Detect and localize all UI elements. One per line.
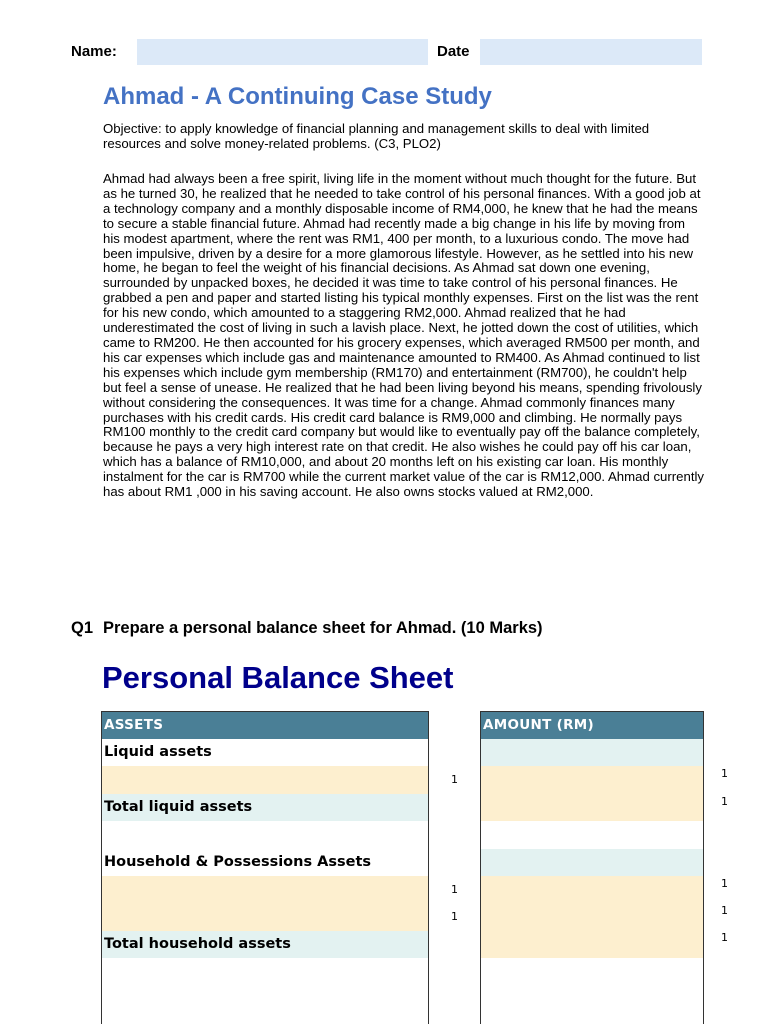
mark-right-3: 1 xyxy=(721,877,728,890)
case-title: Ahmad - A Continuing Case Study xyxy=(103,83,492,110)
row-liquid-input[interactable] xyxy=(102,766,428,794)
row-blank-1 xyxy=(102,821,428,849)
row-liquid-assets: Liquid assets xyxy=(102,739,428,766)
question-number: Q1 xyxy=(71,619,94,637)
assets-header: ASSETS xyxy=(102,711,428,739)
assets-table xyxy=(101,711,429,1024)
mark-right-1: 1 xyxy=(721,767,728,780)
amount-cell-5[interactable] xyxy=(481,876,703,958)
amount-cell-1[interactable] xyxy=(481,739,703,766)
row-blank-2 xyxy=(102,958,428,985)
name-label: Name: xyxy=(71,43,117,60)
amount-cell-6[interactable] xyxy=(481,958,703,1025)
amount-header: AMOUNT (RM) xyxy=(481,711,703,739)
row-total-liquid-assets: Total liquid assets xyxy=(102,794,428,821)
objective-text: Objective: to apply knowledge of financial planning and management skills to deal with limited resources and solve money-related problems. (C3, PLO2) xyxy=(103,121,650,151)
row-total-household-assets: Total household assets xyxy=(102,931,428,958)
mark-mid-1: 1 xyxy=(451,773,458,786)
amount-cell-2[interactable] xyxy=(481,766,703,821)
amount-cell-3[interactable] xyxy=(481,821,703,849)
mark-mid-3: 1 xyxy=(451,910,458,923)
mark-right-4: 1 xyxy=(721,904,728,917)
mark-mid-2: 1 xyxy=(451,883,458,896)
case-story: Ahmad had always been a free spirit, living life in the moment without much thought for the future. But as he turned 30, he realized that he needed to take control of his personal finances. With a good job at a technology company and a monthly disposable income of RM4,000, he knew that he had the means to secure a stable financial future. Ahmad had recently made a big change in his life by moving from his modest apartment, where the rent was RM1, 400 per month, to a luxurious condo. The move had been impulsive, driven by a desire for a more glamorous lifestyle. However, as he settled into his new home, he began to feel the weight of his financial decisions. As Ahmad sat down one evening, surrounded by unpacked boxes, he decided it was time to take control of his personal finances. He grabbed a pen and paper and started listing his typical monthly expenses. First on the list was the rent for his new condo, which amounted to a staggering RM2,000. Ahmad realized that he had underestimated the cost of living in such a lavish place. Next, he jotted down the cost of utilities, which came to RM200. He then accounted for his grocery expenses, which averaged RM500 per month, and his car expenses which include gas and maintenance amounted to RM400. As Ahmad continued to list his expenses which include gym membership (RM170) and entertainment (RM700), he couldn't help but feel a sense of unease. He realized that he had been living beyond his means, spending frivolously without considering the consequences. It was time for a change. Ahmad commonly finances many purchases with his credit cards. His credit card balance is RM9,000 and climbing. He normally pays RM100 monthly to the credit card company but would like to eventually pay off the balance completely, because he pays a very high interest rate on that credit. He also wishes he could pay off his car loan, which has a balance of RM10,000, and about 20 months left on his existing car loan. His monthly instalment for the car is RM700 while the current market value of the car is RM12,000. Ahmad currently has about RM1 ,000 in his saving account. He also owns stocks valued at RM2,000. xyxy=(103,171,705,500)
amount-table xyxy=(480,711,704,1024)
question-text: Prepare a personal balance sheet for Ahmad. (10 Marks) xyxy=(103,619,543,637)
mark-right-2: 1 xyxy=(721,795,728,808)
row-household-assets: Household & Possessions Assets xyxy=(102,849,428,876)
amount-cell-4[interactable] xyxy=(481,849,703,876)
date-label: Date xyxy=(437,43,470,60)
name-field[interactable] xyxy=(137,39,428,65)
date-field[interactable] xyxy=(480,39,702,65)
mark-right-5: 1 xyxy=(721,931,728,944)
balance-sheet-title: Personal Balance Sheet xyxy=(102,660,454,695)
row-household-input[interactable] xyxy=(102,876,428,931)
